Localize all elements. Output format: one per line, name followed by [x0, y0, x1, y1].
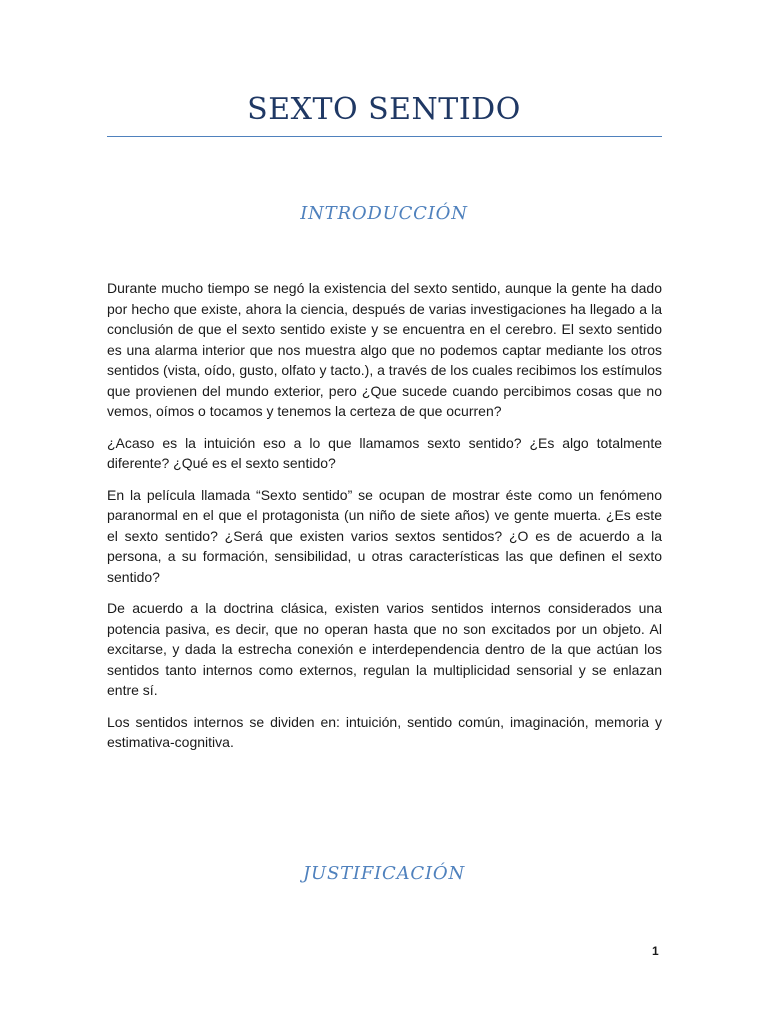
- paragraph: De acuerdo a la doctrina clásica, existen varios sentidos internos considerados una potencia pasiva, es decir, que no operan hasta que no son excitados por un objeto. Al excitarse, y dada la estrecha conexión e interdependencia dentro de la que actúan los sentidos tanto internos como externos, regulan la multiplicidad sensorial y se enlazan entre sí.: [107, 600, 662, 698]
- paragraph: Durante mucho tiempo se negó la existencia del sexto sentido, aunque la gente ha dado por hecho que existe, ahora la ciencia, después de varias investigaciones ha llegado a la conclusión de que el sexto sentido existe y se encuentra en el cerebro. El sexto sentido es una alarma interior que nos muestra algo que no podemos captar mediante los otros sentidos (vista, oído, gusto, olfato y tacto.), a través de los cuales recibimos los estímulos que provienen del mundo exterior, pero ¿Que sucede cuando percibimos cosas que no vemos, oímos o tocamos y tenemos la certeza de que ocurren?: [107, 280, 662, 419]
- paragraph: En la película llamada “Sexto sentido” se ocupan de mostrar éste como un fenómeno paranormal en el que el protagonista (un niño de siete años) ve gente muerta. ¿Es este el sexto sentido? ¿Será que existen varios sextos sentidos? ¿O es de acuerdo a la persona, a su formación, sensibilidad, u otras características las que definen el sexto sentido?: [107, 486, 662, 585]
- section-heading-justificacion: JUSTIFICACIÓN: [303, 863, 465, 884]
- paragraph: ¿Acaso es la intuición eso a lo que llamamos sexto sentido? ¿Es algo totalmente diferente? ¿Qué es el sexto sentido?: [107, 434, 662, 471]
- paragraph: Los sentidos internos se dividen en: intuición, sentido común, imaginación, memoria y estimativa-cognitiva.: [107, 713, 662, 750]
- title-underline: [107, 136, 662, 137]
- section-heading-introduccion: INTRODUCCIÓN: [300, 203, 468, 224]
- section-body-introduccion: [107, 278, 662, 764]
- page-number: 1: [652, 944, 659, 958]
- document-title: SEXTO SENTIDO: [247, 92, 521, 127]
